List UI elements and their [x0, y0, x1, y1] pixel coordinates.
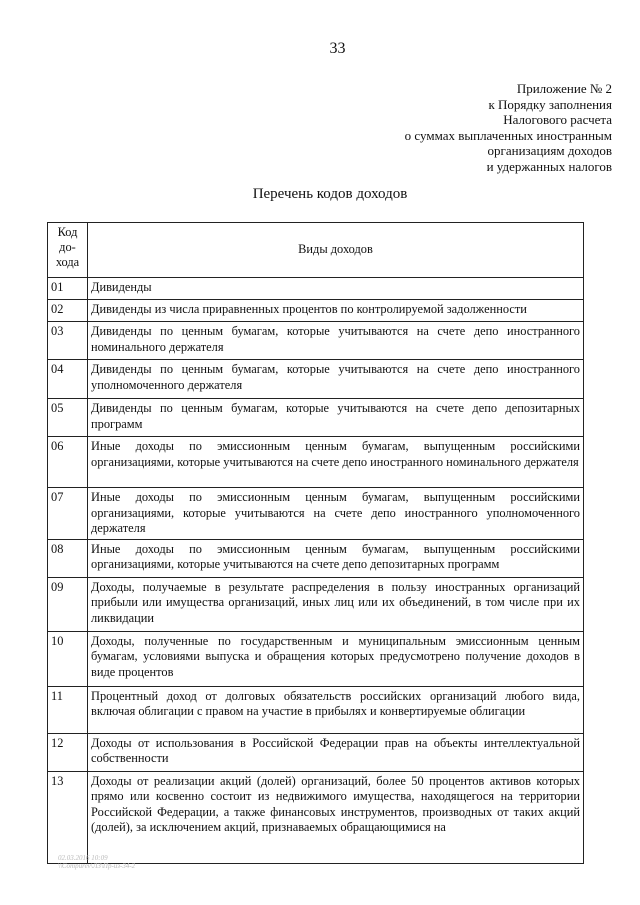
- row-description: Дивиденды из числа приравненных процентов по контролируемой задолженности: [88, 300, 584, 322]
- header-desc: Виды доходов: [88, 223, 584, 278]
- row-description: Дивиденды по ценным бумагам, которые учитываются на счете депо депозитарных программ: [88, 399, 584, 437]
- row-description: Иные доходы по эмиссионным ценным бумагам, выпущенным российскими организациями, которые учитываются на счете депо депозитарных программ: [88, 539, 584, 577]
- row-description: Процентный доход от долговых обязательств российских организаций любого вида, включая облигации с правом на участие в прибылях и конвертируемые облигации: [88, 686, 584, 733]
- row-code: 03: [48, 322, 88, 360]
- table-row: [48, 733, 584, 771]
- row-description: Доходы, полученные по государственным и муниципальным эмиссионным ценным бумагам, условиями выпуска и обращения которых предусмотрено получение доходов в виде процентов: [88, 631, 584, 686]
- table-row: [48, 577, 584, 631]
- table-row: [48, 488, 584, 540]
- row-code: 11: [48, 686, 88, 733]
- table-row: [48, 278, 584, 300]
- row-code: 12: [48, 733, 88, 771]
- table-row: [48, 686, 584, 733]
- header-code-line: Код: [57, 225, 78, 239]
- row-code: 01: [48, 278, 88, 300]
- appendix-line: Налогового расчета: [503, 112, 612, 127]
- document-title: Перечень кодов доходов: [252, 186, 408, 202]
- row-code: 02: [48, 300, 88, 322]
- row-code: 08: [48, 539, 88, 577]
- header-code: [48, 223, 88, 278]
- row-description: Иные доходы по эмиссионным ценным бумагам, выпущенным российскими организациями, которые учитываются на счете депо иностранного номинального держателя: [88, 437, 584, 488]
- appendix-line: к Порядку заполнения: [488, 96, 612, 112]
- appendix-header: [405, 81, 612, 174]
- row-description: Дивиденды: [88, 278, 584, 300]
- appendix-line: о суммах выплаченных иностранным: [404, 127, 612, 143]
- table-row: [48, 631, 584, 686]
- row-description: Дивиденды по ценным бумагам, которые учитываются на счете депо иностранного уполномоченного держателя: [88, 360, 584, 399]
- row-description: Доходы от реализации акций (долей) организаций, более 50 процентов активов которых прямо или косвенно состоит из недвижимого имущества, находящегося на территории Российской Федерации, а также финансовых инструментов, производных от таких акций (долей), за исключением акций, признаваемых обращающимися на: [88, 771, 584, 863]
- appendix-line: и удержанных налогов: [486, 158, 612, 174]
- table-row: [48, 437, 584, 488]
- appendix-line: организациям доходов: [487, 143, 612, 158]
- appendix-line: Приложение № 2: [516, 81, 612, 96]
- print-path: \\Compurev\ЛЗ\Пр-из-34-2: [58, 862, 136, 870]
- row-code: 05: [48, 399, 88, 437]
- print-date: 02.03.2016 10:09: [58, 854, 108, 862]
- table-row: [48, 322, 584, 360]
- page-number: 33: [329, 40, 346, 57]
- table-row: [48, 539, 584, 577]
- print-stamp: [58, 854, 135, 870]
- row-code: 06: [48, 437, 88, 488]
- table-row: [48, 360, 584, 399]
- income-codes-table: [47, 222, 584, 864]
- row-code: 13: [48, 771, 88, 863]
- table-row: [48, 300, 584, 322]
- row-description: Иные доходы по эмиссионным ценным бумагам, выпущенным российскими организациями, которые учитываются на счете депо иностранного уполномоченного держателя: [88, 488, 584, 540]
- table-header-row: [48, 223, 584, 278]
- header-code-line: хода: [55, 255, 80, 269]
- row-description: Доходы, получаемые в результате распределения в пользу иностранных организаций прибыли или имущества организаций, иных лиц или их объединений, в том числе при их ликвидации: [88, 577, 584, 631]
- row-code: 04: [48, 360, 88, 399]
- table-row: [48, 399, 584, 437]
- header-code-line: до-: [59, 240, 76, 254]
- row-description: Дивиденды по ценным бумагам, которые учитываются на счете депо иностранного номинального держателя: [88, 322, 584, 360]
- row-description: Доходы от использования в Российской Федерации прав на объекты интеллектуальной собственности: [88, 733, 584, 771]
- row-code: 09: [48, 577, 88, 631]
- row-code: 10: [48, 631, 88, 686]
- table-row: [48, 771, 584, 863]
- row-code: 07: [48, 488, 88, 540]
